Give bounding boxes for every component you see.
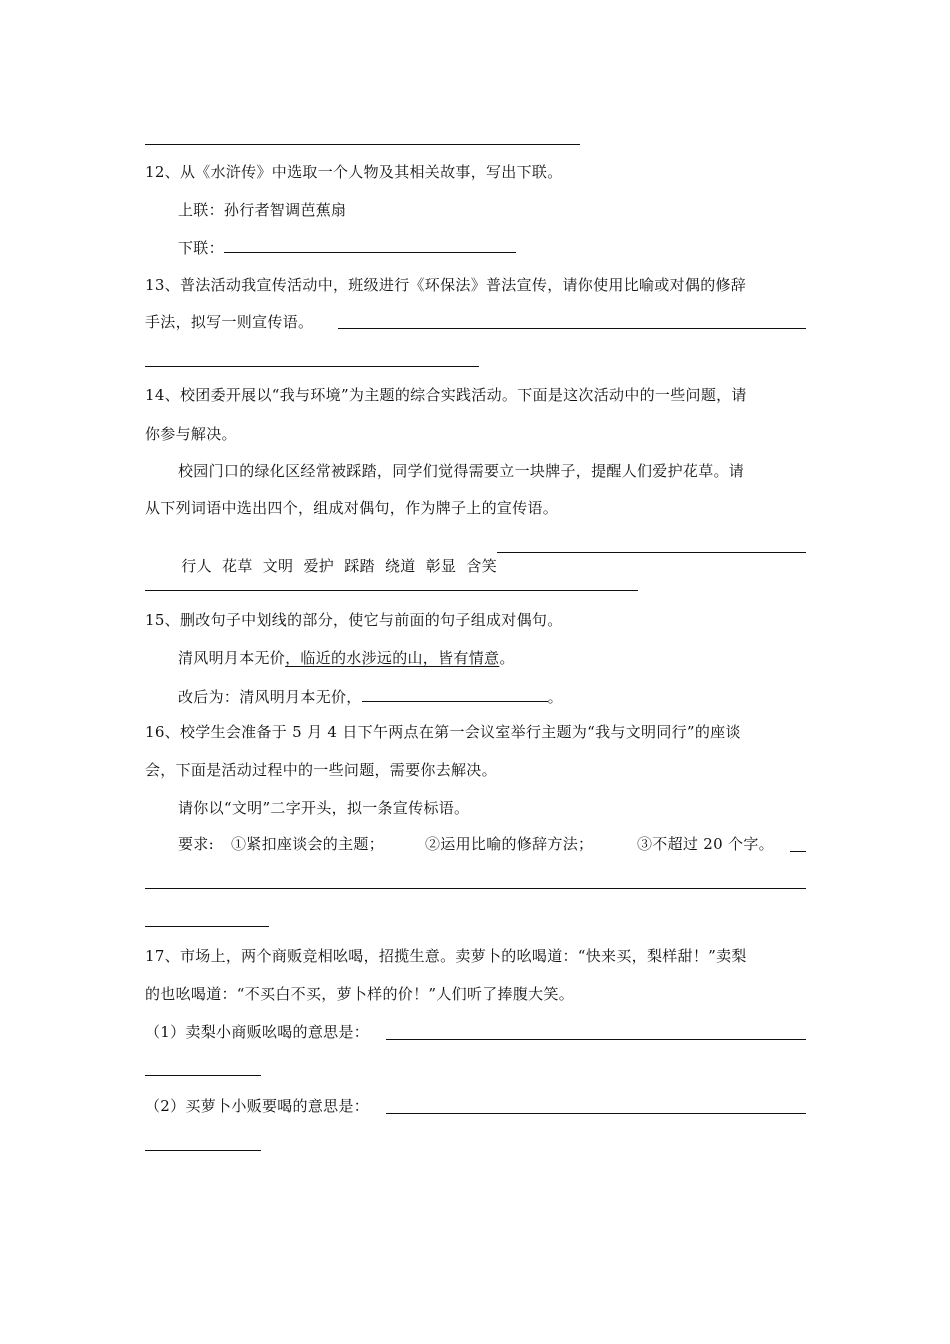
question-text: 手法，拟写一则宣传语。 bbox=[145, 313, 314, 331]
sentence-tail: 。 bbox=[499, 649, 515, 667]
revision-tail: 。 bbox=[547, 688, 563, 706]
answer-line[interactable] bbox=[386, 1113, 806, 1114]
upper-couplet bbox=[178, 200, 346, 220]
question-text: 会，下面是活动过程中的一些问题，需要你去解决。 bbox=[145, 761, 497, 779]
sentence bbox=[178, 648, 515, 668]
answer-line[interactable] bbox=[790, 851, 806, 852]
answer-line[interactable] bbox=[145, 1150, 261, 1151]
question-16-line1 bbox=[145, 722, 741, 742]
answer-line[interactable] bbox=[145, 888, 806, 889]
requirement-text: ③不超过 20 个字。 bbox=[637, 835, 774, 853]
lower-couplet-label: 下联： bbox=[178, 239, 224, 257]
answer-line[interactable] bbox=[145, 1075, 261, 1076]
question-13-line1 bbox=[145, 275, 806, 295]
question-text: 17、市场上，两个商贩竞相吆喝，招揽生意。卖萝卜的吆喝道：“快来买，梨样甜！”卖梨 bbox=[145, 947, 747, 965]
requirements-label: 要求: bbox=[178, 835, 214, 853]
requirement-2 bbox=[425, 834, 593, 854]
answer-line[interactable] bbox=[145, 366, 479, 367]
question-14-line3 bbox=[178, 461, 744, 481]
question-text: 从下列词语中选出四个，组成对偶句，作为牌子上的宣传语。 bbox=[145, 499, 559, 517]
word-list bbox=[161, 536, 497, 596]
sub-question-1 bbox=[145, 1022, 369, 1042]
word-list-text: 行人 花草 文明 爱护 踩踏 绕道 彰显 含笑 bbox=[181, 557, 498, 575]
upper-couplet-text: 上联：孙行者智调芭蕉扇 bbox=[178, 201, 347, 219]
question-14-line2 bbox=[145, 424, 237, 444]
question-15 bbox=[145, 610, 563, 630]
answer-line bbox=[145, 144, 580, 145]
question-text: 的也吆喝道：“不买白不买，萝卜样的价！”人们听了捧腹大笑。 bbox=[145, 985, 575, 1003]
question-16-line3 bbox=[178, 798, 469, 818]
requirement-text: ②运用比喻的修辞方法； bbox=[425, 835, 594, 853]
underlined-part: ，临近的水涉远的山，皆有情意 bbox=[285, 649, 500, 667]
question-17-line2 bbox=[145, 984, 574, 1004]
question-16-line2 bbox=[145, 760, 497, 780]
answer-blank[interactable] bbox=[224, 237, 516, 253]
question-12 bbox=[145, 162, 563, 182]
answer-line[interactable] bbox=[386, 1039, 806, 1040]
answer-blank[interactable] bbox=[362, 686, 548, 702]
lower-couplet bbox=[178, 237, 516, 258]
requirement-1 bbox=[231, 834, 384, 854]
question-text: 13、普法活动我宣传活动中，班级进行《环保法》普法宣传，请你使用比喻或对偶的修辞 bbox=[145, 276, 747, 294]
question-text: 你参与解决。 bbox=[145, 425, 237, 443]
question-text: 15、删改句子中划线的部分，使它与前面的句子组成对偶句。 bbox=[145, 611, 563, 629]
requirement-text: ①紧扣座谈会的主题； bbox=[231, 835, 385, 853]
sub-question-2 bbox=[145, 1096, 369, 1116]
question-14-line4 bbox=[145, 498, 558, 518]
answer-line[interactable] bbox=[338, 328, 806, 329]
revision bbox=[178, 686, 563, 707]
sub-question-text: （1）卖梨小商贩吆喝的意思是： bbox=[145, 1023, 370, 1041]
sub-question-text: （2）买萝卜小贩要喝的意思是： bbox=[145, 1097, 370, 1115]
question-text: 16、校学生会准备于 5 月 4 日下午两点在第一会议室举行主题为“我与文明同行”的座谈 bbox=[145, 723, 741, 741]
question-text: 14、校团委开展以“我与环境”为主题的综合实践活动。下面是这次活动中的一些问题，请 bbox=[145, 386, 747, 404]
question-text: 请你以“文明”二字开头，拟一条宣传标语。 bbox=[178, 799, 470, 817]
requirement-3 bbox=[637, 834, 774, 854]
sentence-head: 清风明月本无价 bbox=[178, 649, 286, 667]
question-13-line2 bbox=[145, 312, 313, 332]
answer-line[interactable] bbox=[497, 552, 806, 553]
question-text: 12、从《水浒传》中选取一个人物及其相关故事，写出下联。 bbox=[145, 163, 563, 181]
answer-line[interactable] bbox=[145, 926, 269, 927]
revision-label: 改后为：清风明月本无价， bbox=[178, 688, 362, 706]
answer-line[interactable] bbox=[145, 590, 638, 591]
question-14-line1 bbox=[145, 385, 747, 405]
requirements bbox=[178, 834, 214, 854]
question-17-line1 bbox=[145, 946, 747, 966]
question-text: 校园门口的绿化区经常被踩踏，同学们觉得需要立一块牌子，提醒人们爱护花草。请 bbox=[178, 462, 745, 480]
